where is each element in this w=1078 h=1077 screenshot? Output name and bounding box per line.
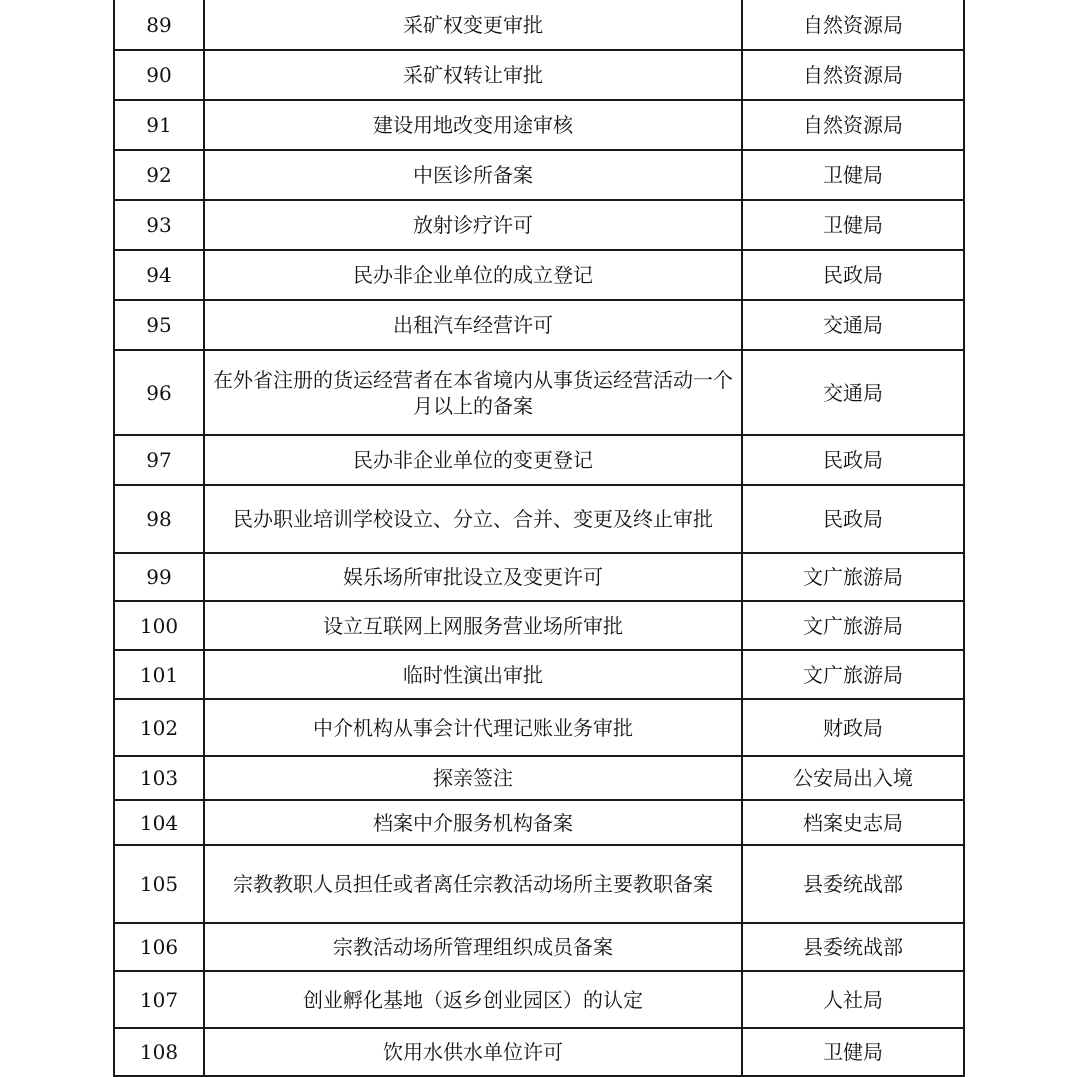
item-name: 民办非企业单位的成立登记 bbox=[204, 250, 742, 300]
table-row bbox=[114, 971, 964, 1028]
item-name: 宗教活动场所管理组织成员备案 bbox=[204, 923, 742, 971]
row-number: 94 bbox=[114, 250, 204, 300]
item-name: 在外省注册的货运经营者在本省境内从事货运经营活动一个月以上的备案 bbox=[204, 350, 742, 435]
department: 文广旅游局 bbox=[742, 650, 964, 699]
item-name: 出租汽车经营许可 bbox=[204, 300, 742, 350]
department: 卫健局 bbox=[742, 200, 964, 250]
row-number: 108 bbox=[114, 1028, 204, 1076]
table-row bbox=[114, 699, 964, 756]
row-number: 93 bbox=[114, 200, 204, 250]
row-number: 103 bbox=[114, 756, 204, 800]
department: 民政局 bbox=[742, 435, 964, 485]
row-number: 105 bbox=[114, 845, 204, 923]
department: 县委统战部 bbox=[742, 923, 964, 971]
row-number: 90 bbox=[114, 50, 204, 100]
item-name: 建设用地改变用途审核 bbox=[204, 100, 742, 150]
department: 交通局 bbox=[742, 300, 964, 350]
table-row bbox=[114, 923, 964, 971]
item-name: 创业孵化基地（返乡创业园区）的认定 bbox=[204, 971, 742, 1028]
table-row bbox=[114, 100, 964, 150]
department: 文广旅游局 bbox=[742, 601, 964, 650]
item-name: 宗教教职人员担任或者离任宗教活动场所主要教职备案 bbox=[204, 845, 742, 923]
table-row bbox=[114, 485, 964, 553]
department: 财政局 bbox=[742, 699, 964, 756]
row-number: 91 bbox=[114, 100, 204, 150]
row-number: 99 bbox=[114, 553, 204, 601]
table-row bbox=[114, 300, 964, 350]
table-row bbox=[114, 150, 964, 200]
item-name: 娱乐场所审批设立及变更许可 bbox=[204, 553, 742, 601]
department: 卫健局 bbox=[742, 150, 964, 200]
item-name: 中医诊所备案 bbox=[204, 150, 742, 200]
item-name: 中介机构从事会计代理记账业务审批 bbox=[204, 699, 742, 756]
table-row bbox=[114, 50, 964, 100]
item-name: 采矿权转让审批 bbox=[204, 50, 742, 100]
row-number: 107 bbox=[114, 971, 204, 1028]
department: 民政局 bbox=[742, 250, 964, 300]
department: 交通局 bbox=[742, 350, 964, 435]
row-number: 96 bbox=[114, 350, 204, 435]
item-name: 放射诊疗许可 bbox=[204, 200, 742, 250]
table-row bbox=[114, 601, 964, 650]
table-row bbox=[114, 200, 964, 250]
department: 人社局 bbox=[742, 971, 964, 1028]
approval-items-table bbox=[113, 0, 965, 1077]
row-number: 95 bbox=[114, 300, 204, 350]
item-name: 民办职业培训学校设立、分立、合并、变更及终止审批 bbox=[204, 485, 742, 553]
row-number: 98 bbox=[114, 485, 204, 553]
department: 自然资源局 bbox=[742, 100, 964, 150]
table-row bbox=[114, 350, 964, 435]
table-row bbox=[114, 650, 964, 699]
department: 民政局 bbox=[742, 485, 964, 553]
item-name: 饮用水供水单位许可 bbox=[204, 1028, 742, 1076]
row-number: 102 bbox=[114, 699, 204, 756]
table-row bbox=[114, 1028, 964, 1076]
row-number: 89 bbox=[114, 0, 204, 50]
table-row bbox=[114, 435, 964, 485]
item-name: 档案中介服务机构备案 bbox=[204, 800, 742, 845]
item-name: 设立互联网上网服务营业场所审批 bbox=[204, 601, 742, 650]
table-row bbox=[114, 553, 964, 601]
row-number: 104 bbox=[114, 800, 204, 845]
item-name: 民办非企业单位的变更登记 bbox=[204, 435, 742, 485]
department: 县委统战部 bbox=[742, 845, 964, 923]
table-row bbox=[114, 800, 964, 845]
row-number: 101 bbox=[114, 650, 204, 699]
item-name: 临时性演出审批 bbox=[204, 650, 742, 699]
item-name: 采矿权变更审批 bbox=[204, 0, 742, 50]
row-number: 92 bbox=[114, 150, 204, 200]
table-row bbox=[114, 756, 964, 800]
table-row bbox=[114, 0, 964, 50]
row-number: 100 bbox=[114, 601, 204, 650]
table-row bbox=[114, 845, 964, 923]
row-number: 97 bbox=[114, 435, 204, 485]
row-number: 106 bbox=[114, 923, 204, 971]
department: 公安局出入境 bbox=[742, 756, 964, 800]
department: 档案史志局 bbox=[742, 800, 964, 845]
department: 自然资源局 bbox=[742, 0, 964, 50]
item-name: 探亲签注 bbox=[204, 756, 742, 800]
department: 文广旅游局 bbox=[742, 553, 964, 601]
table-row bbox=[114, 250, 964, 300]
department: 自然资源局 bbox=[742, 50, 964, 100]
department: 卫健局 bbox=[742, 1028, 964, 1076]
